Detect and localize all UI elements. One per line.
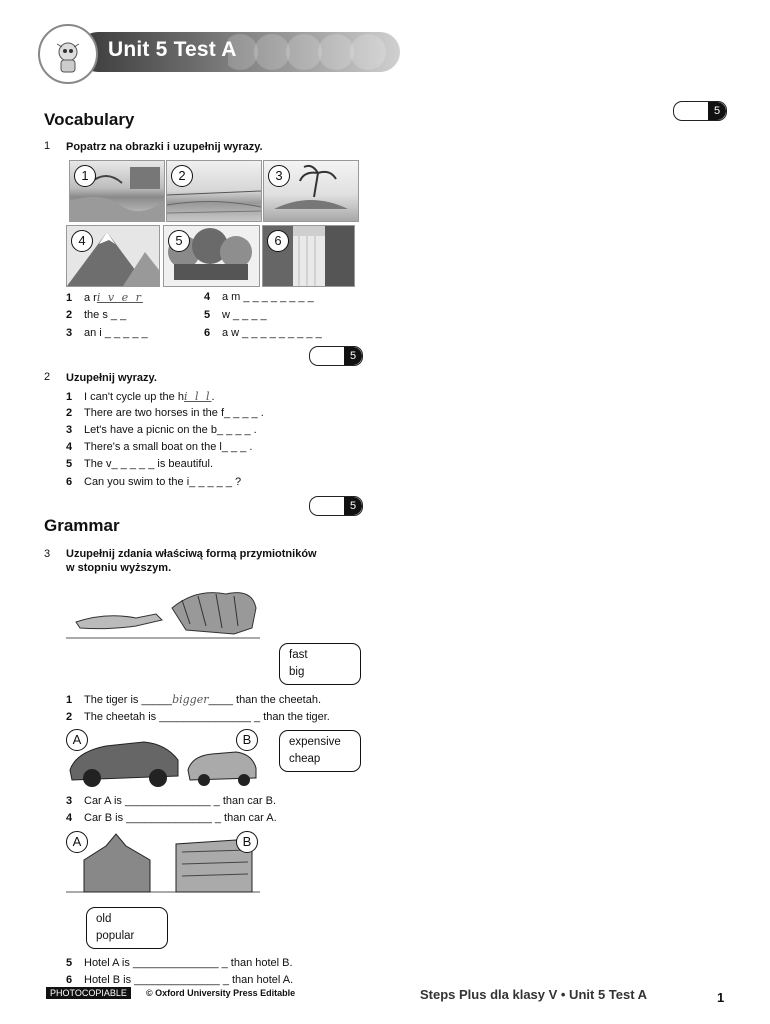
- label-a: A: [66, 729, 88, 751]
- adjective-box: old popular: [86, 907, 168, 949]
- list-item: 2 The cheetah is _______________ _ than the tiger.: [66, 711, 330, 723]
- list-item: 3 Let's have a picnic on the b_ _ _ _ .: [66, 424, 257, 436]
- exercise-instruction: Popatrz na obrazki i uzupełnij wyrazy.: [66, 141, 263, 153]
- picture-number: 5: [168, 230, 190, 252]
- list-item: 1 The tiger is _____bigger____ than the cheetah.: [66, 693, 322, 706]
- list-item: 4 There's a small boat on the l_ _ _ .: [66, 441, 253, 453]
- list-item: 5 The v_ _ _ _ _ is beautiful.: [66, 458, 214, 470]
- forest-picture: [163, 225, 260, 287]
- mascot-logo: [38, 24, 98, 84]
- waterfall-picture: [262, 225, 355, 287]
- list-item: 6 a w _ _ _ _ _ _ _ _ _: [204, 327, 322, 339]
- exercise-number: 1: [44, 140, 51, 152]
- hotels-picture: [66, 830, 262, 894]
- list-item: 4 a m _ _ _ _ _ _ _ _: [204, 291, 314, 303]
- section-score-box: 5: [673, 101, 727, 121]
- river-picture: [69, 160, 165, 222]
- label-a: A: [66, 831, 88, 853]
- adjective-box: expensive cheap: [279, 730, 361, 772]
- copyright-text: © Oxford University Press Editable: [146, 988, 296, 998]
- list-item: 1 I can't cycle up the hi l l.: [66, 390, 215, 403]
- exercise-score-box: 5: [309, 496, 363, 516]
- picture-number: 3: [268, 165, 290, 187]
- mountain-picture: [66, 225, 160, 287]
- grammar-heading: Grammar: [44, 516, 120, 535]
- book-title: Steps Plus dla klasy V • Unit 5 Test A: [420, 987, 648, 1002]
- label-b: B: [236, 831, 258, 853]
- exercise-number: 3: [44, 548, 51, 560]
- banner-dots-pattern: [228, 30, 400, 74]
- list-item: 6 Can you swim to the i_ _ _ _ _ ?: [66, 476, 242, 488]
- list-item: 3 an i _ _ _ _ _: [66, 327, 148, 339]
- picture-number: 1: [74, 165, 96, 187]
- list-item: 5 w _ _ _ _: [204, 309, 267, 321]
- exercise-instruction: Uzupełnij zdania właściwą formą przymiotników w stopniu wyższym.: [66, 548, 317, 574]
- vocabulary-heading: Vocabulary: [44, 110, 135, 129]
- adjective-box: fast big: [279, 643, 361, 685]
- picture-number: 4: [71, 230, 93, 252]
- cars-picture: [66, 730, 262, 792]
- list-item: 6 Hotel B is ______________ _ than hotel A.: [66, 974, 294, 986]
- cheetah-tiger-picture: [66, 578, 262, 642]
- exercise-score-box: 5: [309, 346, 363, 366]
- sea-beach-picture: [166, 160, 262, 222]
- picture-number: 6: [267, 230, 289, 252]
- list-item: 5 Hotel A is ______________ _ than hotel B.: [66, 957, 293, 969]
- label-b: B: [236, 729, 258, 751]
- unit-banner: [38, 24, 400, 80]
- list-item: 3 Car A is ______________ _ than car B.: [66, 795, 277, 807]
- list-item: 2 There are two horses in the f_ _ _ _ .: [66, 407, 264, 419]
- page-title: Unit 5 Test A: [108, 38, 237, 61]
- list-item: 1 a ri v e r: [66, 291, 143, 304]
- list-item: 2 the s _ _: [66, 309, 127, 321]
- island-picture: [263, 160, 359, 222]
- exercise-instruction: Uzupełnij wyrazy.: [66, 372, 157, 384]
- page-number: 1: [717, 990, 725, 1005]
- exercise-number: 2: [44, 371, 51, 383]
- picture-number: 2: [171, 165, 193, 187]
- list-item: 4 Car B is ______________ _ than car A.: [66, 812, 277, 824]
- photocopiable-tag: PHOTOCOPIABLE: [46, 987, 131, 999]
